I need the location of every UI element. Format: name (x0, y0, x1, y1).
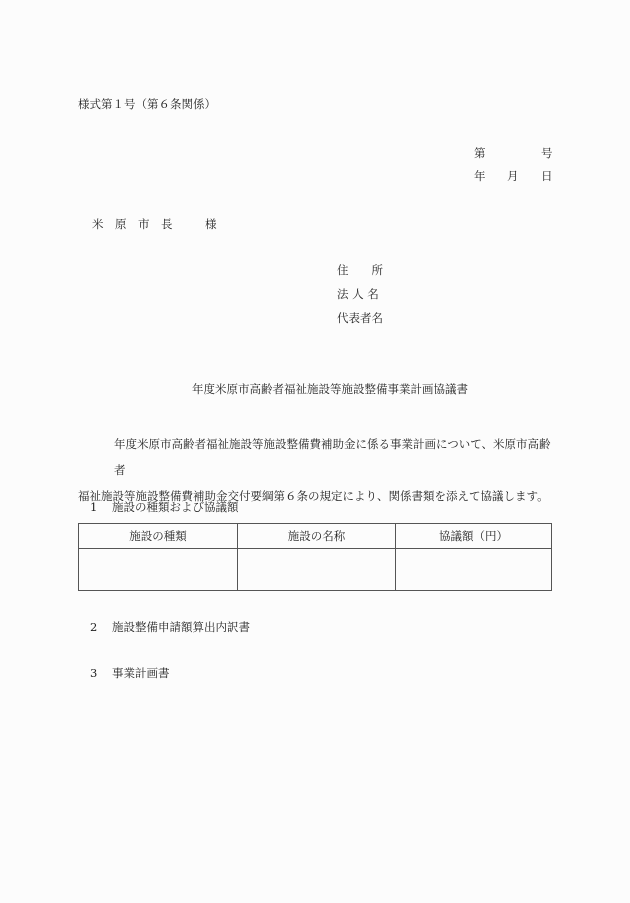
addressee-honorific: 様 (205, 217, 217, 231)
date-year-label: 年 (474, 169, 486, 183)
sender-representative-label: 代表者名 (337, 311, 383, 325)
addressee-char: 米 (92, 217, 104, 231)
section-label: 事業計画書 (112, 666, 170, 680)
table-header-row (79, 524, 552, 549)
date-day-label: 日 (541, 169, 553, 183)
section-number: 3 (90, 666, 98, 680)
addressee-char: 市 (138, 217, 150, 231)
facility-table (78, 523, 552, 591)
body-paragraph (78, 431, 558, 509)
addressee-char: 原 (115, 217, 127, 231)
section-label: 施設の種類および協議額 (112, 500, 239, 514)
date-month-label: 月 (507, 169, 519, 183)
body-line-1: 年度米原市高齢者福祉施設等施設整備費補助金に係る事業計画について、米原市高齢者 (114, 437, 551, 477)
document-title: 年度米原市高齢者福祉施設等施設整備事業計画協議書 (192, 382, 468, 396)
cell-facility-type[interactable] (79, 549, 238, 591)
header-consult-amount: 協議額（円） (396, 524, 552, 549)
section-1-heading (90, 502, 239, 514)
section-3-heading (90, 668, 170, 680)
header-facility-name: 施設の名称 (238, 524, 396, 549)
section-number: 1 (90, 500, 98, 514)
body-line-2: 福祉施設等施設整備費補助金交付要綱第６条の規定により、関係書類を添えて協議します。 (78, 489, 549, 503)
table-row (79, 549, 552, 591)
header-facility-type: 施設の種類 (79, 524, 238, 549)
cell-consult-amount[interactable] (396, 549, 552, 591)
cell-facility-name[interactable] (238, 549, 396, 591)
sender-corporation-label: 法 人 名 (337, 287, 379, 301)
section-label: 施設整備申請額算出内訳書 (112, 620, 250, 634)
form-number: 様式第１号（第６条関係） (78, 97, 216, 111)
doc-number-prefix: 第 (474, 146, 486, 160)
section-number: 2 (90, 620, 98, 634)
addressee-char: 長 (161, 217, 173, 231)
doc-number-suffix: 号 (541, 146, 553, 160)
section-2-heading (90, 622, 250, 634)
sender-address-label: 住 所 (337, 263, 383, 277)
addressee (92, 219, 217, 231)
